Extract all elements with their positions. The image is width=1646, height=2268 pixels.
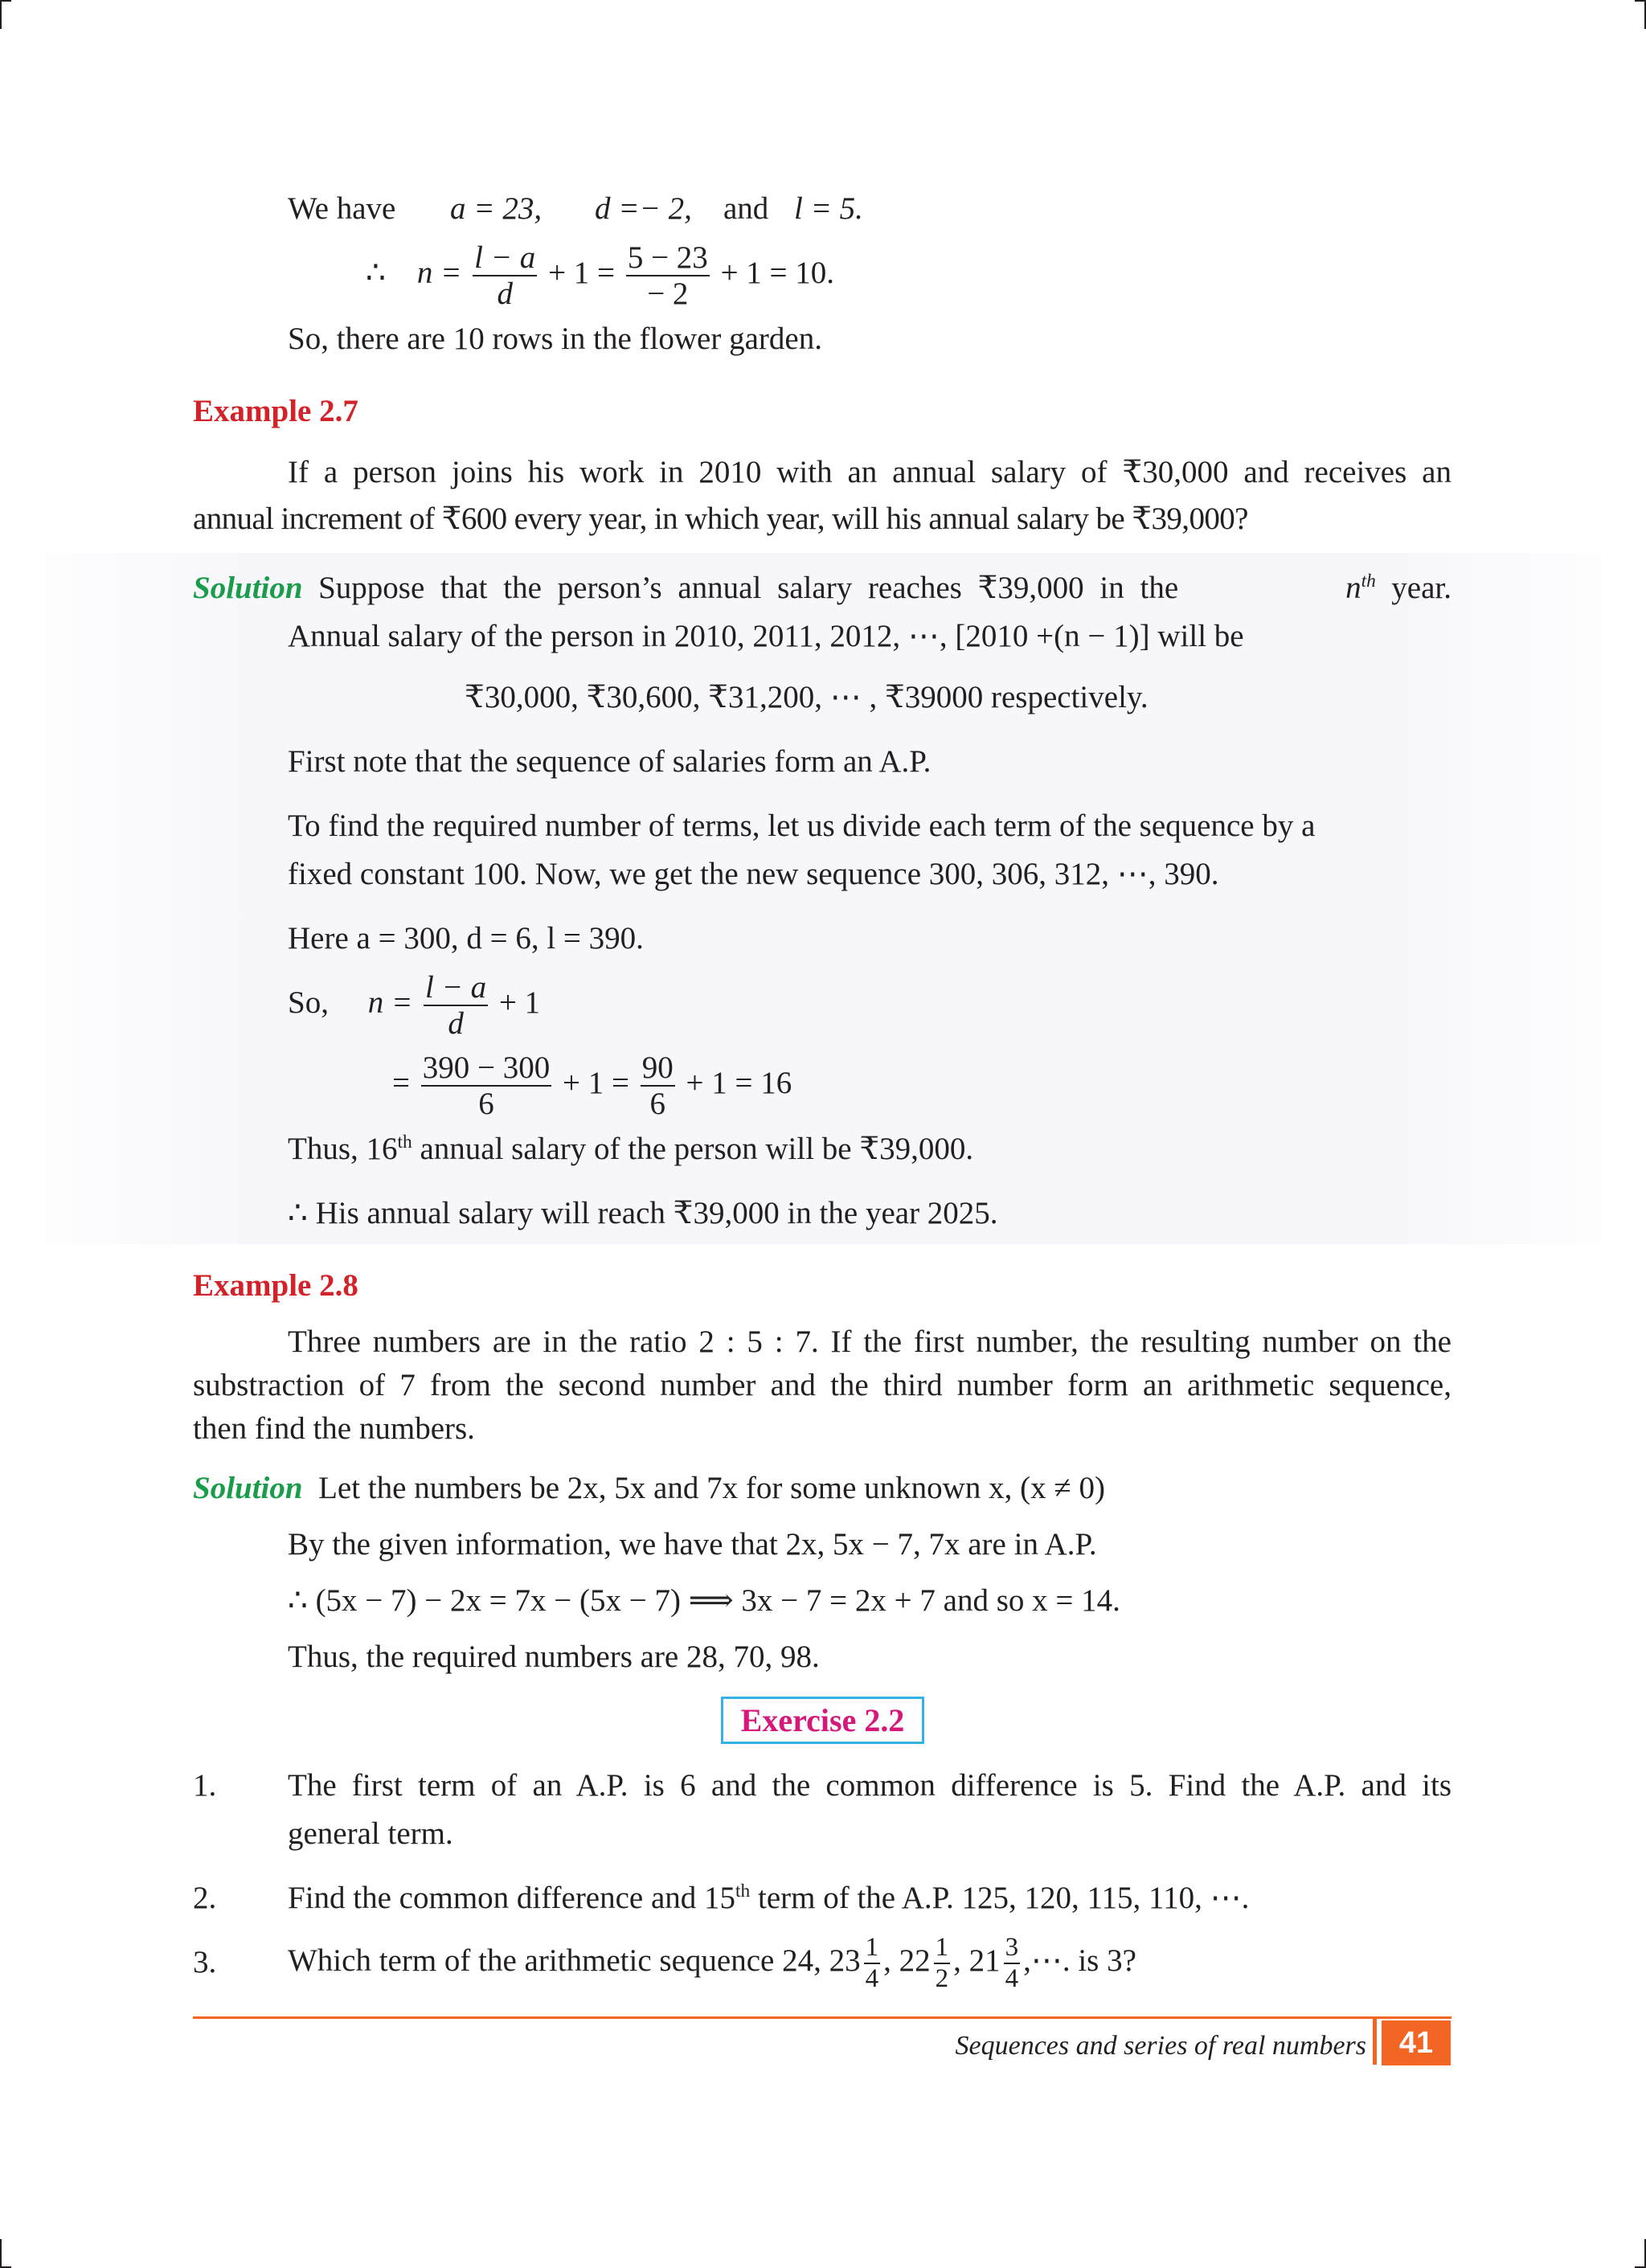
example-2-8-solution-line4: Thus, the required numbers are 28, 70, 98.: [288, 1640, 820, 1674]
computation-result: + 1 = 16: [686, 1066, 792, 1100]
fraction-5-minus-23-over-minus-2: [626, 240, 710, 312]
fraction-numerator: 1: [864, 1934, 881, 1964]
example-2-8-solution-line1: [193, 1472, 1105, 1504]
thus-text-rest: annual salary of the person will be ₹39,000.: [412, 1132, 974, 1166]
given-we-have: We have: [288, 191, 396, 226]
fraction-denominator: 6: [478, 1087, 494, 1122]
given-a: a = 23,: [450, 191, 543, 226]
exercise-q1-line2: general term.: [288, 1816, 453, 1851]
example-2-7-solution-line2: Annual salary of the person in 2010, 2011, 2012, ⋯, [2010 +(n − 1)] will be: [288, 619, 1244, 653]
year-word: year.: [1391, 571, 1452, 605]
q3-text-c: , 21: [953, 1943, 1001, 1978]
crop-mark-bottom-left-v: [0, 2239, 2, 2268]
fraction-numerator: 5 − 23: [627, 240, 708, 276]
crop-mark-top-left-h: [0, 0, 11, 2]
equals-sign: =: [392, 1066, 410, 1100]
plus-one-equals: + 1 =: [548, 256, 616, 290]
rows-conclusion: So, there are 10 rows in the flower garden.: [288, 321, 822, 356]
solution-label: Solution: [193, 1471, 303, 1505]
fraction-denominator: 4: [1005, 1964, 1019, 1994]
fraction-denominator: d: [497, 276, 513, 312]
fraction-numerator: 3: [1004, 1934, 1021, 1964]
q3-text-d: ,⋯. is 3?: [1023, 1943, 1136, 1978]
fraction-three-quarters: [1004, 1934, 1021, 1992]
th-superscript: th: [735, 1881, 751, 1902]
plus-one: + 1: [498, 985, 541, 1020]
so-label: So,: [288, 985, 329, 1020]
footer-divider: [1373, 2018, 1377, 2065]
solution-text: Suppose that the person’s annual salary reaches ₹39,000 in the: [318, 571, 1179, 605]
q3-text-b: , 22: [883, 1943, 931, 1978]
given-l: l = 5.: [794, 191, 863, 226]
example-2-8-problem-line3: then find the numbers.: [193, 1411, 475, 1446]
q2-text-b: term of the A.P. 125, 120, 115, 110, ⋯.: [750, 1881, 1250, 1915]
exercise-q1-number: 1.: [193, 1768, 217, 1803]
example-2-7-divide-line2: fixed constant 100. Now, we get the new sequence 300, 306, 312, ⋯, 390.: [288, 857, 1219, 891]
solution-label: Solution: [193, 571, 303, 605]
exercise-2-2-title: Exercise 2.2: [721, 1697, 924, 1744]
exercise-q2-number: 2.: [193, 1881, 217, 1915]
footer-running-title: Sequences and series of real numbers: [955, 2031, 1366, 2061]
example-2-8-solution-line2: By the given information, we have that 2x, 5x − 7, 7x are in A.P.: [288, 1527, 1097, 1562]
fraction-denominator: d: [448, 1006, 464, 1042]
example-2-7-divide-line1: To find the required number of terms, let us divide each term of the sequence by a: [288, 809, 1316, 843]
crop-mark-top-left-v: [0, 0, 2, 29]
example-2-7-problem-line2: annual increment of ₹600 every year, in which year, will his annual salary be ₹39,000?: [193, 501, 1248, 536]
page-number: 41: [1382, 2020, 1451, 2065]
fraction-one-quarter: [864, 1934, 881, 1992]
fraction-numerator: 390 − 300: [422, 1050, 551, 1086]
example-2-7-ap-note: First note that the sequence of salaries form an A.P.: [288, 744, 932, 779]
example-2-8-solution-line3: ∴ (5x − 7) − 2x = 7x − (5x − 7) ⟹ 3x − 7 = 2x + 7 and so x = 14.: [288, 1583, 1120, 1618]
fraction-one-half: [934, 1934, 951, 1992]
fraction-numerator: l − a: [425, 970, 487, 1005]
exercise-q1-line1: The first term of an A.P. is 6 and the common difference is 5. Find the A.P. and its: [288, 1768, 1452, 1803]
formula-n: [366, 240, 835, 312]
example-2-7-values: Here a = 300, d = 6, l = 390.: [288, 921, 644, 956]
fraction-numerator: 90: [641, 1050, 674, 1086]
example-2-7-heading: Example 2.7: [193, 394, 358, 428]
fraction-denominator: 2: [935, 1964, 949, 1994]
fraction-l-minus-a-over-d: [424, 970, 488, 1042]
example-2-7-thus: [288, 1133, 973, 1165]
fraction-denominator: − 2: [647, 276, 689, 312]
fraction-l-minus-a-over-d: [473, 240, 537, 312]
example-2-7-n-computation: [392, 1051, 792, 1120]
th-superscript: th: [397, 1132, 412, 1152]
footer-rule: [193, 2016, 1452, 2019]
thus-text: Thus, 16: [288, 1132, 398, 1166]
formula-result: + 1 = 10.: [720, 256, 835, 290]
n-equals: n =: [416, 256, 462, 290]
example-2-8-problem-line1: Three numbers are in the ratio 2 : 5 : 7. If the first number, the resulting number on the: [288, 1324, 1452, 1359]
exercise-q2-text: [288, 1882, 1249, 1914]
fraction-denominator: 6: [649, 1087, 665, 1122]
example-2-7-salary-sequence: ₹30,000, ₹30,600, ₹31,200, ⋯ , ₹39000 respectively.: [465, 680, 1149, 714]
nth-superscript: th: [1361, 571, 1376, 592]
example-2-7-solution-line1: [193, 572, 1452, 604]
fraction-numerator: l − a: [474, 240, 536, 276]
q2-text-a: Find the common difference and 15: [288, 1881, 736, 1915]
fraction-90-over-6: [641, 1052, 675, 1120]
exercise-q3-number: 3.: [193, 1945, 217, 1979]
solution-text: Let the numbers be 2x, 5x and 7x for some unknown x, (x ≠ 0): [318, 1471, 1105, 1505]
example-2-7-n-formula: [288, 970, 541, 1042]
fraction-numerator: 1: [934, 1934, 951, 1964]
q3-text-a: Which term of the arithmetic sequence 24, 23: [288, 1943, 861, 1978]
therefore-symbol: ∴: [366, 256, 386, 290]
example-2-7-problem-line1: If a person joins his work in 2010 with an annual salary of ₹30,000 and receives an: [288, 455, 1452, 489]
fraction-denominator: 4: [865, 1964, 879, 1994]
exercise-q3-text: [288, 1929, 1136, 1993]
n-equals: n =: [367, 985, 413, 1020]
example-2-8-problem-line2: substraction of 7 from the second number and the third number form an arithmetic sequence,: [193, 1368, 1452, 1402]
plus-one-equals: + 1 =: [563, 1066, 629, 1100]
nth-n: n: [1345, 571, 1361, 605]
example-2-8-heading: Example 2.8: [193, 1268, 358, 1303]
example-2-7-final: ∴ His annual salary will reach ₹39,000 in the year 2025.: [288, 1196, 998, 1230]
given-and: and: [723, 191, 769, 226]
given-d: d =− 2,: [595, 191, 692, 226]
fraction-390-minus-300-over-6: [421, 1052, 552, 1120]
